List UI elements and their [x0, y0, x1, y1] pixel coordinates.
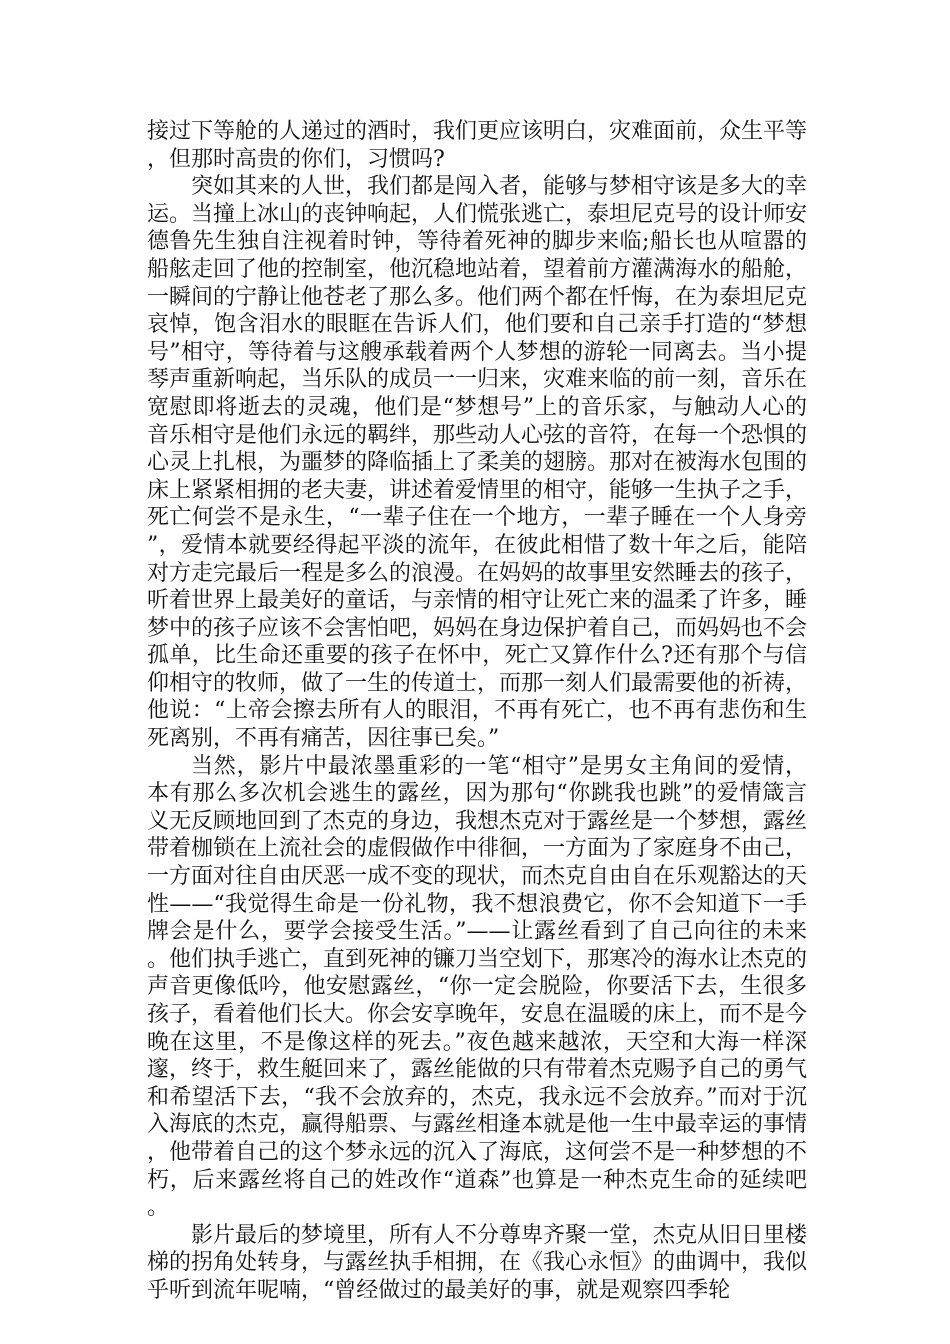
paragraph-continuation: 接过下等舱的人递过的酒时，我们更应该明白，灾难面前，众生平等，但那时高贵的你们，习惯吗?	[147, 119, 808, 172]
document-page	[147, 118, 807, 1305]
paragraph-dream-guardians: 突如其来的人世，我们都是闯入者，能够与梦相守该是多大的幸运。当撞上冰山的丧钟响起，人们慌张逃亡，泰坦尼克号的设计师安德鲁先生独自注视着时钟，等待着死神的脚步来临;船长也从喧嚣的船舷走回了他的控制室，他沉稳地站着，望着前方灌满海水的船舱，一瞬间的宁静让他苍老了那么多。他们两个都在忏悔，在为泰坦尼克哀悼，饱含泪水的眼眶在告诉人们，他们要和自己亲手打造的“梦想号”相守，等待着与这艘承载着两个人梦想的游轮一同离去。当小提琴声重新响起，当乐队的成员一一归来，灾难来临的前一刻，音乐在宽慰即将逝去的灵魂，他们是“梦想号”上的音乐家，与触动人心的音乐相守是他们永远的羁绊，那些动人心弦的音符，在每一个恐惧的心灵上扎根，为噩梦的降临插上了柔美的翅膀。那对在被海水包围的床上紧紧相拥的老夫妻，讲述着爱情里的相守，能够一生执子之手，死亡何尝不是永生，“一辈子住在一个地方，一辈子睡在一个人身旁”，爱情本就要经得起平淡的流年，在彼此相惜了数十年之后，能陪对方走完最后一程是多么的浪漫。在妈妈的故事里安然睡去的孩子，听着世界上最美好的童话，与亲情的相守让死亡来的温柔了许多，睡梦中的孩子应该不会害怕吧，妈妈在身边保护着自己，而妈妈也不会孤单，比生命还重要的孩子在怀中，死亡又算作什么?还有那个与信仰相守的牧师，做了一生的传道士，而那一刻人们最需要他的祈祷，他说：“上帝会擦去所有人的眼泪，不再有死亡，也不再有悲伤和生死离别，不再有痛苦，因往事已矣。”	[147, 174, 808, 752]
paragraph-final-dream: 影片最后的梦境里，所有人不分尊卑齐聚一堂，杰克从旧日里楼梯的拐角处转身，与露丝执手相拥，在《我心永恒》的曲调中，我似乎听到流年呢喃，“曾经做过的最美好的事，就是观察四季轮	[147, 1222, 808, 1303]
paragraph-jack-and-rose: 当然，影片中最浓墨重彩的一笔“相守”是男女主角间的爱情，本有那么多次机会逃生的露丝，因为那句“你跳我也跳”的爱情箴言义无反顾地回到了杰克的身边，我想杰克对于露丝是一个梦想，露丝带着枷锁在上流社会的虚假做作中徘徊，一方面为了家庭身不由己，一方面对往自由厌恶一成不变的现状，而杰克自由自在乐观豁达的天性——“我觉得生命是一份礼物，我不想浪费它，你不会知道下一手牌会是什么，要学会接受生活。”——让露丝看到了自己向往的未来。他们执手逃亡，直到死神的镰刀当空划下，那寒冷的海水让杰克的声音更像低吟，他安慰露丝，“你一定会脱险，你要活下去，生很多孩子，看着他们长大。你会安享晚年，安息在温暖的床上，而不是今晚在这里，不是像这样的死去。”夜色越来越浓，天空和大海一样深邃，终于，救生艇回来了，露丝能做的只有带着杰克赐予自己的勇气和希望活下去，“我不会放弃的，杰克，我永远不会放弃。”而对于沉入海底的杰克，赢得船票、与露丝相逢本就是他一生中最幸运的事情，他带着自己的这个梦永远的沉入了海底，这何尝不是一种梦想的不朽，后来露丝将自己的姓改作“道森”也算是一种杰克生命的延续吧。	[147, 753, 808, 1221]
